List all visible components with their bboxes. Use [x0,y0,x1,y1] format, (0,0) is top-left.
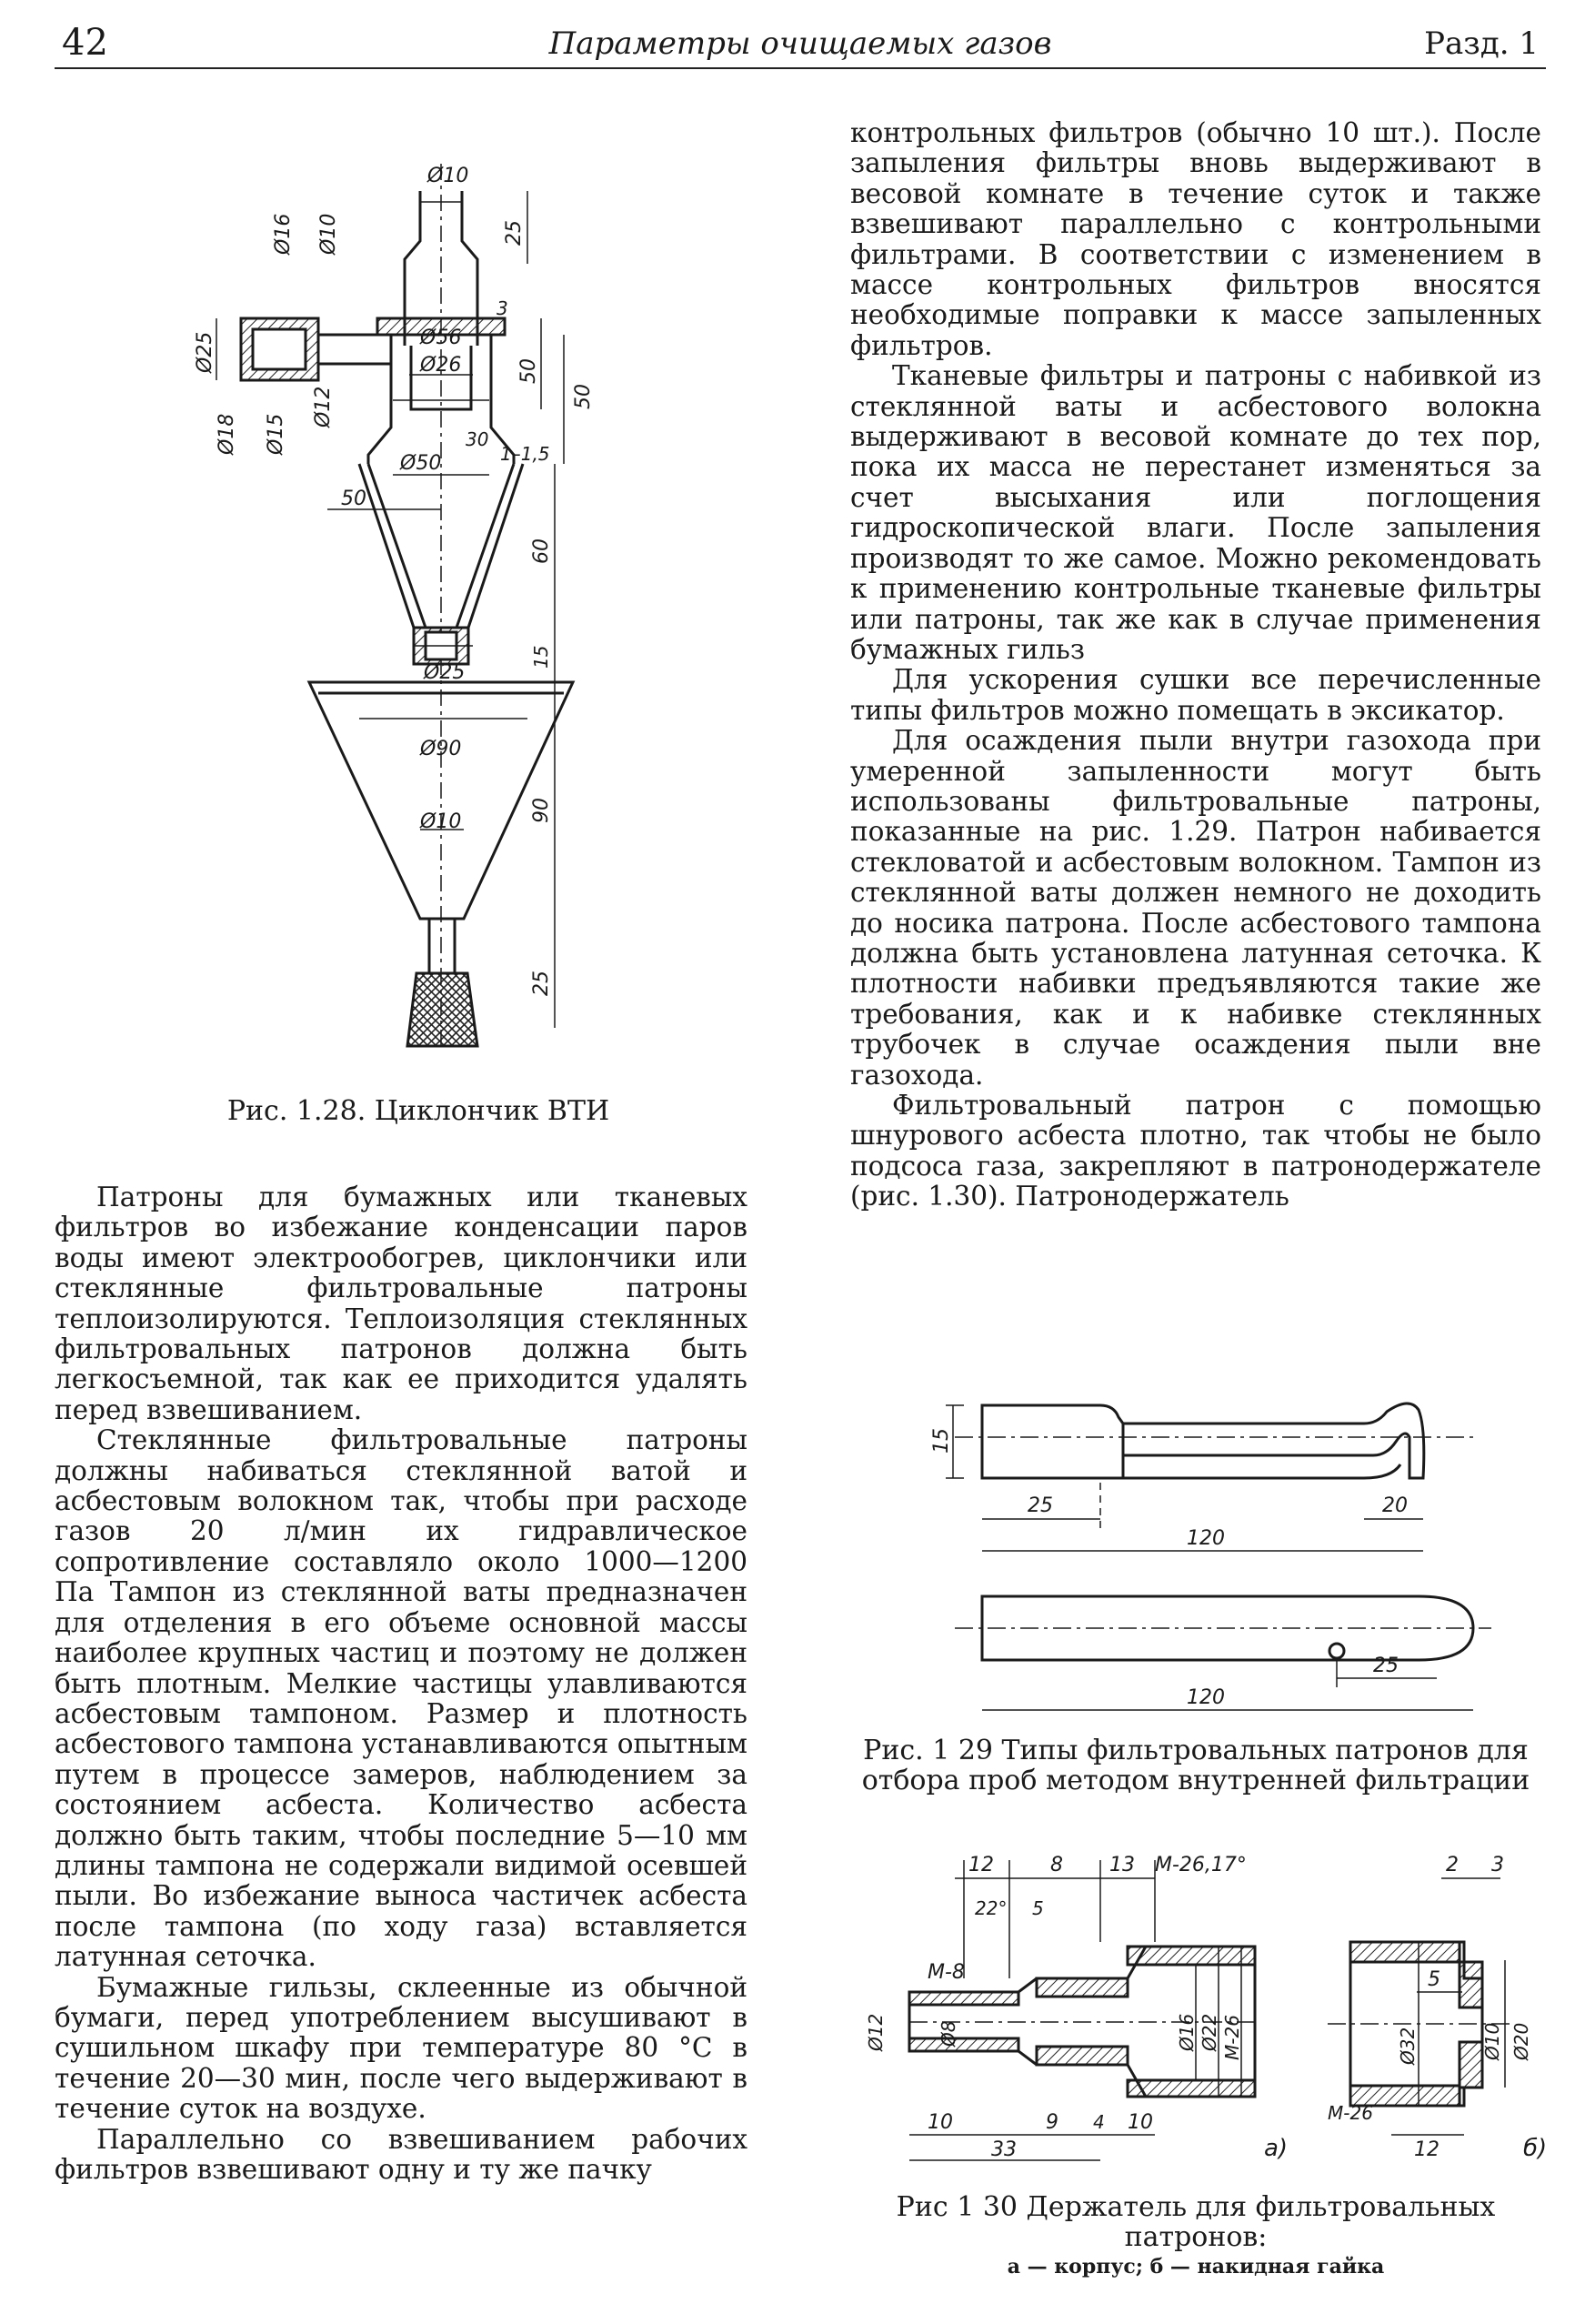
dim-label: Ø15 [265,413,287,455]
dim-label: 13 [1109,1854,1135,1876]
paragraph: Патроны для бумажных или тканевых фильтров во избежание конденсации паров воды имеют электрообогрев, циклончики или стеклянные фильтровальные патроны теплоизолируются. Теплоизоляция стеклянных фильтровальных патронов должна быть легкосъемной, так как ее приходится удалять перед взвешиванием. [55,1182,747,1425]
figure-1-28-caption: Рис. 1.28. Циклончик ВТИ [226,1095,610,1127]
dim-label: 25 [1028,1494,1053,1517]
dim-label: M-8 [928,1961,965,1984]
dim-label: 50 [341,488,366,510]
dim-label: 10 [1128,2111,1153,2134]
dim-label: 12 [968,1854,994,1876]
figure-1-30-caption [846,2192,1546,2282]
dim-label: Ø10 [420,810,462,833]
dim-label: Ø10 [1481,2022,1503,2060]
dim-label: 3 [1491,1854,1504,1876]
dim-label: Ø22 [1199,2013,1220,2051]
dim-label: Ø10 [427,165,469,187]
figure-1-30-legend: а — корпус; б — накидная гайка [1007,2255,1385,2279]
dim-label: Ø90 [420,738,462,760]
paragraph: Бумажные гильзы, склеенные из обычной бумаги, перед употреблением высушивают в сушильном шкафу при температуре 80 °С в течение 20—30 мин, после чего выдерживают в течение суток на воздухе. [55,1971,747,2125]
dim-label: 33 [991,2138,1017,2161]
dim-label: Ø20 [1510,2022,1532,2060]
dim-label: Ø10 [317,213,340,255]
dim-label: 15 [930,1428,953,1454]
dim-label: 120 [1187,1527,1225,1550]
dim-label: а) [1264,2135,1289,2162]
figure-1-30-holder-drawing [855,1842,1555,2188]
figure-1-29-cartridges-drawing [928,1392,1510,1728]
dim-label: 9 [1046,2111,1058,2134]
figure-1-28-cyclone-drawing [182,136,691,1055]
dim-label: Ø8 [938,2020,959,2047]
dim-label: Ø25 [424,661,466,684]
paragraph: Стеклянные фильтровальные патроны должны набиваться стеклянной ватой и асбестовым волокном так, чтобы при расходе газов 20 л/мин их гидравлическое сопротивление составляло около 1000—1200 Па Тампон из стеклянной ваты предназначен для отделения в его объеме основной массы наиболее крупных частиц и поэтому не должен быть плотным. Мелкие частицы улавливаются асбестовым тампоном. Размер и плотность асбестового тампона устанавливаются опытным путем в процессе замеров, наблюдением за состоянием асбеста. Количество асбеста должно быть таким, чтобы последние 5—10 мм длины тампона не содержали видимой осевшей пыли. Во избежание выноса частичек асбеста после тампона (по ходу газа) вставляется латунная сеточка. [55,1424,747,1973]
dim-label: Ø25 [194,331,216,373]
dim-label: б) [1523,2135,1548,2162]
dim-label: 30 [466,428,489,450]
paragraph: Для ускорения сушки все перечисленные типы фильтров можно помещать в эксикатор. [850,664,1541,726]
paragraph: Для осаждения пыли внутри газохода при умеренной запыленности могут быть использованы фильтровальные патроны, показанные на рис. 1.29. Патрон набивается стекловатой и асбестовым волокном. Тампон из стеклянной ваты должен немного не доходить до носика патрона. После асбестового тампона должна быть установлена латунная сеточка. К плотности набивки предъявляются такие же требования, как и к набивке стеклянных трубочек в случае осаждения пыли вне газохода. [850,725,1541,1091]
dim-label: 5 [1428,1968,1440,1991]
dim-label: 3 [497,297,508,319]
running-header [55,16,1546,69]
dim-label: Ø12 [312,386,335,428]
dim-label: 5 [1032,1897,1044,1919]
dim-label: 2 [1446,1854,1459,1876]
dim-label: M-26 [1328,2102,1373,2124]
dim-label: 25 [503,220,526,246]
dim-label: 25 [1373,1655,1399,1677]
paragraph: Параллельно со взвешиванием рабочих фильтров взвешивают одну и ту же пачку [55,2123,747,2185]
running-title: Параметры очищаемых газов [548,25,1052,62]
dim-label: Ø26 [420,354,462,377]
paragraph: контрольных фильтров (обычно 10 шт.). После запыления фильтры вновь выдерживают в весовой комнате в течение суток и также взвешивают параллельно с контрольными фильтрами. В соответствии с изменением в массе контрольных фильтров вносятся необходимые поправки к массе запыленных фильтров. [850,117,1541,361]
dim-label: 25 [530,971,553,996]
left-column [55,1182,747,2185]
figure-1-29-caption: Рис. 1 29 Типы фильтровальных патронов для отбора проб методом внутренней фильтрации [861,1735,1530,1796]
figure-1-30-title: Рис 1 30 Держатель для фильтровальных патронов: [896,2191,1496,2253]
dim-label: 12 [1414,2138,1440,2161]
dim-label: 8 [1050,1854,1063,1876]
dim-label: Ø16 [1176,2013,1198,2051]
dim-label: 120 [1187,1686,1225,1709]
dim-label: 1–1,5 [500,443,550,465]
paragraph: Тканевые фильтры и патроны с набивкой из стеклянной ваты и асбестового волокна выдерживают в весовой комнате до тех пор, пока их масса не перестанет изменяться за счет высыхания или поглощения гидроскопической влаги. После запыления производят то же самое. Можно рекомендовать к применению контрольные тканевые фильтры или патроны, так же как в случае применения бумажных гильз [850,360,1541,665]
paragraph: Фильтровальный патрон с помощью шнурового асбеста плотно, так чтобы не было подсоса газа, закрепляют в патронодержателе (рис. 1.30). Патронодержатель [850,1090,1541,1212]
page-number: 42 [62,22,108,64]
section-label: Разд. 1 [1424,25,1539,62]
dim-label: Ø50 [400,452,442,475]
dim-label: Ø18 [216,413,238,455]
dim-label: 60 [530,538,553,564]
dim-label: 20 [1382,1494,1408,1517]
dim-label: 90 [530,798,553,823]
dim-label: 22° [975,1897,1008,1919]
dim-label: 4 [1093,2111,1105,2133]
dim-label: 15 [530,645,552,669]
dim-label: Ø32 [1397,2027,1419,2065]
dim-label: 10 [928,2111,953,2134]
dim-label: M-26 [1221,2015,1243,2060]
dim-label: M-26,17° [1155,1854,1247,1876]
dim-label: 50 [572,384,595,409]
dim-label: Ø56 [420,327,462,349]
right-column [850,118,1541,1212]
dim-label: Ø12 [865,2013,887,2051]
dim-label: 50 [517,358,540,384]
dim-label: Ø16 [272,213,295,255]
